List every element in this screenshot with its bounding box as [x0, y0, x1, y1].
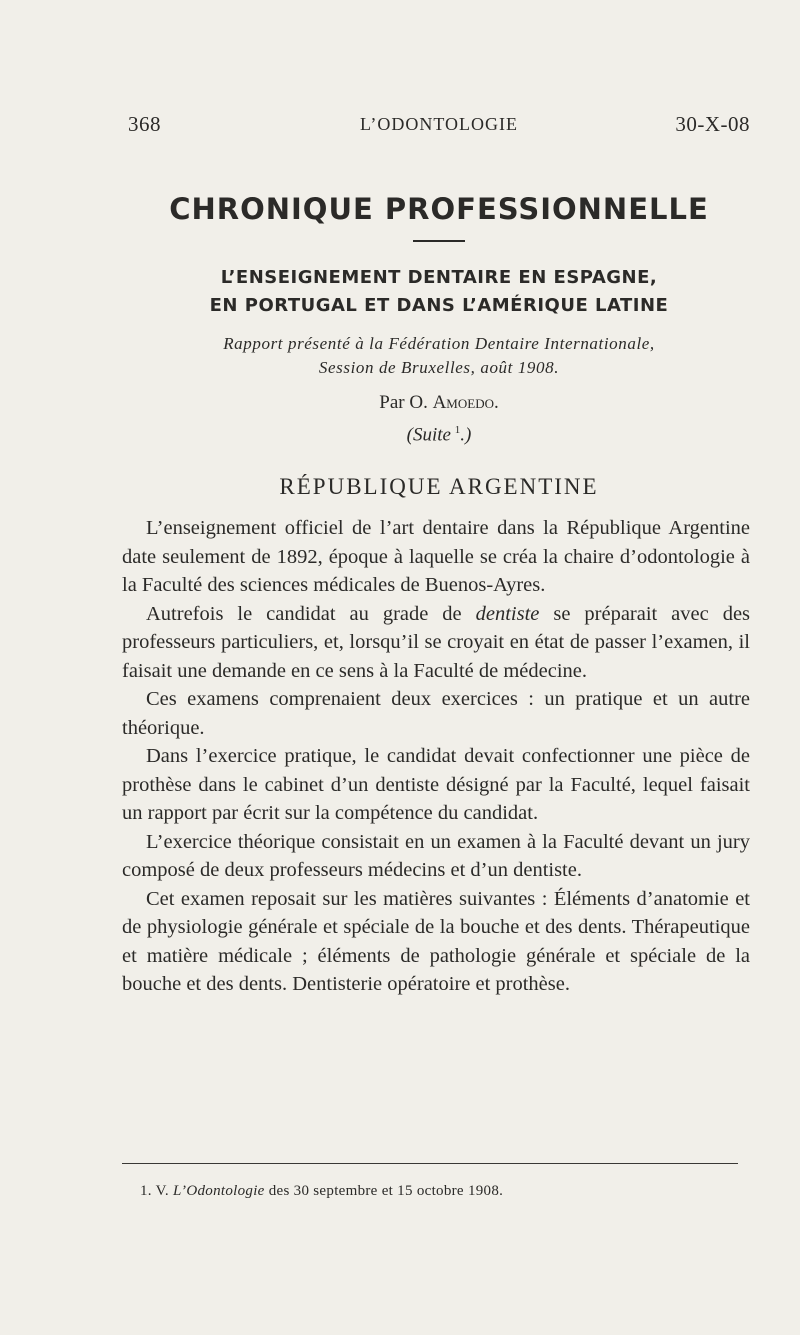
paragraph-2-part-b: se préparait avec des professeurs particuliers, et, lorsqu’il se croyait en état de passer l’examen, il faisait une demande en ce sens à la Faculté de médecine.: [122, 602, 751, 682]
section-title: CHRONIQUE PROFESSIONNELLE: [169, 192, 709, 226]
body-text: [122, 514, 750, 999]
author-name: Amoedo.: [432, 392, 499, 413]
author-prefix: Par O.: [379, 392, 428, 413]
footnote-journal: L’Odontologie: [172, 1183, 265, 1199]
issue-date: 30-X-08: [675, 112, 750, 136]
journal-name: L’ODONTOLOGIE: [360, 114, 518, 134]
paragraph-2-part-a: Autrefois le candidat au grade de: [146, 602, 462, 625]
continuation-label: (Suite: [406, 424, 451, 446]
running-head: [128, 112, 750, 142]
page-number: 368: [128, 112, 161, 136]
subtitle-line-1: Rapport présenté à la Fédération Dentaire Internationale,: [223, 334, 655, 353]
footnote-marker: 1: [454, 424, 461, 436]
article-title-line-1: L’ENSEIGNEMENT DENTAIRE EN ESPAGNE,: [220, 267, 658, 288]
footnote-divider: [122, 1163, 738, 1164]
footnote: [140, 1183, 740, 1200]
article-title-line-2: EN PORTUGAL ET DANS L’AMÉRIQUE LATINE: [209, 295, 669, 316]
author-line: [128, 392, 750, 414]
footnote-text: des 30 septembre et 15 octobre 1908.: [268, 1183, 504, 1199]
paragraph-4: Dans l’exercice pratique, le candidat devait confectionner une pièce de prothèse dans le cabinet d’un dentiste désigné par la Faculté, lequel faisait un rapport par écrit sur la compétence du candidat.: [122, 745, 750, 824]
article-subtitle: [128, 332, 750, 380]
footnote-prefix: 1. V.: [140, 1183, 169, 1199]
section-heading: RÉPUBLIQUE ARGENTINE: [279, 474, 599, 499]
paragraph-5: L’exercice théorique consistait en un examen à la Faculté devant un jury composé de deux professeurs médecins et d’un dentiste.: [122, 830, 750, 881]
paragraph-1: L’enseignement officiel de l’art dentaire dans la République Argentine date seulement de 1892, époque à laquelle se créa la chaire d’odontologie à la Faculté des sciences médicales de Buenos-Ayres.: [122, 517, 750, 596]
paragraph-2: [122, 600, 750, 686]
subtitle-line-2: Session de Bruxelles, août 1908.: [318, 358, 560, 377]
continuation-close: .): [460, 424, 472, 446]
paragraph-6: Cet examen reposait sur les matières suivantes : Éléments d’anatomie et de physiologie générale et spéciale de la bouche et des dents. Thérapeutique et matière médicale ; éléments de pathologie générale et spéciale de la bouche et des dents. Dentisterie opératoire et prothèse.: [122, 887, 750, 995]
paragraph-3: Ces examens comprenaient deux exercices : un pratique et un autre théorique.: [122, 688, 750, 739]
continuation-note: [128, 424, 750, 446]
title-divider: [413, 240, 465, 242]
article-title: [128, 264, 750, 320]
paragraph-2-emphasis: dentiste: [475, 602, 540, 625]
